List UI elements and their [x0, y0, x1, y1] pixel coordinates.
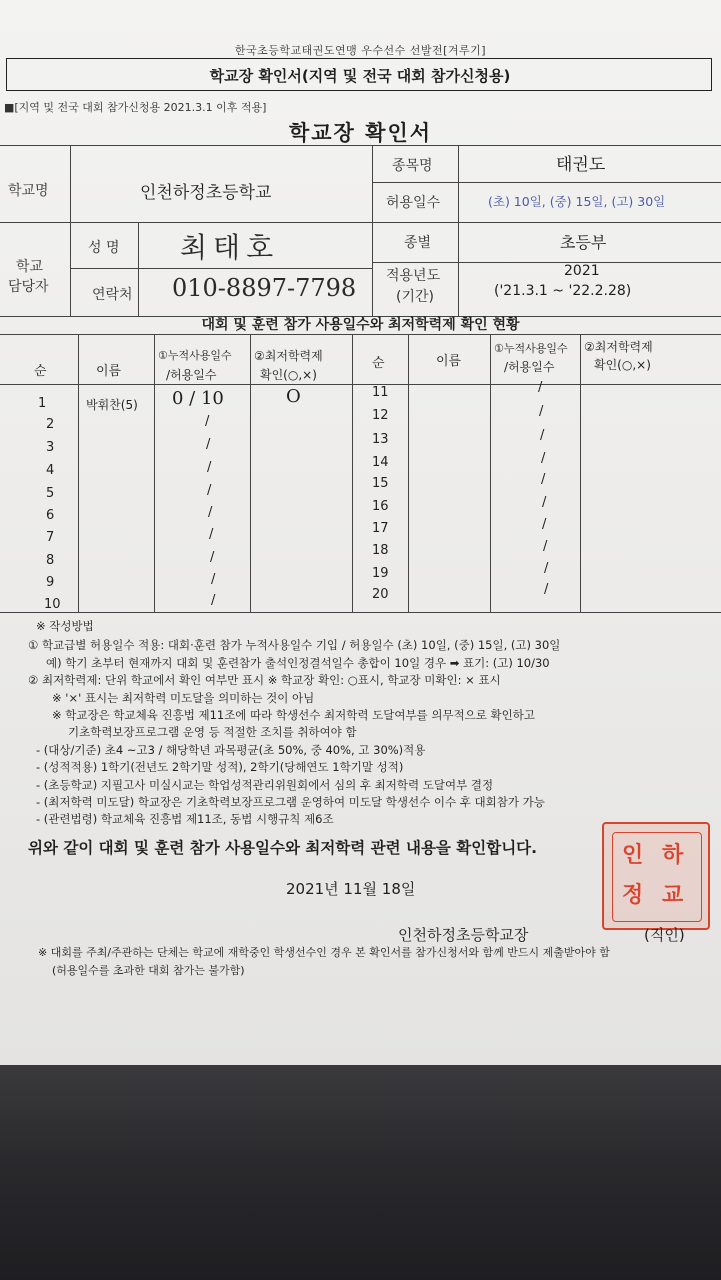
type-value: 초등부	[560, 233, 607, 252]
col-check-left-2: 확인(○,×)	[260, 368, 317, 382]
row-days: /	[543, 539, 548, 554]
col-days-right-1: ①누적사용일수	[494, 342, 568, 355]
row-no: 18	[372, 543, 389, 558]
note-1a: ① 학교급별 허용일수 적용: 대회·훈련 참가 누적사용일수 기입 / 허용일수 (초) 10일, (중) 15일, (고) 30일	[28, 638, 561, 652]
name-label: 성 명	[88, 240, 120, 256]
row-days: /	[205, 414, 210, 429]
association-line: 한국초등학교태권도연맹 우수선수 선발전[겨루기]	[234, 44, 487, 57]
staff-name-handwritten: 최태호	[180, 231, 280, 264]
dark-surface	[0, 1065, 721, 1280]
row-days: /	[540, 428, 545, 443]
row-no: 17	[372, 521, 389, 536]
allowed-days-value: (초) 10일, (중) 15일, (고) 30일	[488, 194, 666, 209]
row-no: 12	[372, 408, 389, 423]
principal-name: 인천하정초등학교장	[398, 926, 529, 944]
col-name-right: 이름	[436, 354, 462, 369]
col-check-left-1: ②최저학력제	[254, 349, 323, 363]
row-no: 20	[372, 587, 389, 602]
contact-label: 연락처	[92, 287, 133, 303]
row-no: 19	[372, 566, 389, 581]
school-label: 학교명	[8, 183, 49, 199]
row-no: 1	[38, 396, 47, 411]
table-title: 대회 및 훈련 참가 사용일수와 최저학력제 확인 현황	[201, 317, 520, 333]
banner-box	[6, 58, 712, 91]
row-days: /	[210, 550, 215, 565]
note-2: ② 최저학력제: 단위 학교에서 확인 여부만 표시 ※ 학교장 확인: ○표시, 학교장 미확인: × 표시	[28, 673, 501, 687]
row-no: 7	[46, 530, 55, 545]
col-check-right-2: 확인(○,×)	[594, 358, 651, 372]
row-check: O	[286, 386, 301, 407]
col-check-right-1: ②최저학력제	[584, 340, 653, 354]
row-days: /	[542, 495, 547, 510]
school-name: 인천하정초등학교	[140, 183, 272, 203]
staff-label-line1: 학교	[16, 259, 44, 275]
row-days: /	[208, 505, 213, 520]
col-days-left-2: /허용일수	[166, 368, 217, 382]
year-value: 2021	[564, 263, 600, 279]
row-no: 2	[46, 417, 55, 432]
banner-title: 학교장 확인서(지역 및 전국 대회 참가신청용)	[209, 67, 511, 85]
footer-line-1: ※ 대회를 주최/주관하는 단체는 학교에 재학중인 학생선수인 경우 본 확인서를 참가신청서와 함께 반드시 제출받아야 함	[38, 946, 610, 959]
row-no: 11	[372, 385, 389, 400]
row-days: /	[207, 483, 212, 498]
row-name: 박휘찬(5)	[86, 398, 138, 412]
note-4a: ※ 학교장은 학교체육 진흥법 제11조에 따라 학생선수 최저학력 도달여부를 의무적으로 확인하고	[52, 708, 535, 722]
footer-line-2: (허용일수를 초과한 대회 참가는 불가함)	[52, 964, 245, 977]
allowed-days-label: 허용일수	[386, 195, 441, 211]
row-no: 3	[46, 440, 55, 455]
row-no: 14	[372, 455, 389, 470]
row-no: 4	[46, 463, 55, 478]
document-title: 학교장 확인서	[288, 121, 433, 145]
row-days: /	[211, 572, 216, 587]
confirm-statement: 위와 같이 대회 및 훈련 참가 사용일수와 최저학력 관련 내용을 확인합니다.	[28, 839, 538, 857]
sport-label: 종목명	[392, 158, 433, 174]
row-no: 16	[372, 499, 389, 514]
row-days: /	[544, 561, 549, 576]
row-days: /	[544, 582, 549, 597]
note-7: - (초등학교) 지필고사 미실시교는 학업성적관리위원회에서 심의 후 최저학력 도달여부 결정	[36, 778, 494, 792]
row-days: 0 / 10	[172, 388, 224, 409]
note-6: - (성적적용) 1학기(전년도 2학기말 성적), 2학기(당해연도 1학기말 성적)	[36, 760, 404, 774]
row-no: 9	[46, 575, 55, 590]
year-label-line1: 적용년도	[386, 268, 441, 284]
col-no-left: 순	[34, 364, 47, 379]
note-9: - (관련법령) 학교체육 진흥법 제11조, 동법 시행규칙 제6조	[36, 812, 334, 826]
seal-mark: (직인)	[644, 926, 685, 944]
row-days: /	[207, 460, 212, 475]
row-days: /	[542, 517, 547, 532]
row-no: 8	[46, 553, 55, 568]
row-days: /	[209, 527, 214, 542]
note-1b: 예) 학기 초부터 현재까지 대회 및 훈련참가 출석인정결석일수 총합이 10일 경우 ➡ 표기: (고) 10/30	[46, 656, 550, 670]
row-days: /	[541, 451, 546, 466]
col-days-left-1: ①누적사용일수	[158, 349, 232, 362]
contact-handwritten: 010-8897-7798	[172, 274, 357, 302]
row-days: /	[541, 472, 546, 487]
row-days: /	[539, 404, 544, 419]
type-label: 종별	[404, 235, 432, 251]
row-no: 13	[372, 432, 389, 447]
note-5: - (대상/기준) 초4 ~고3 / 해당학년 과목평균(초 50%, 중 40%, 고 30%)적용	[36, 743, 426, 757]
note-3: ※ '×' 표시는 최저학력 미도달을 의미하는 것이 아님	[52, 691, 315, 705]
sport-value: 태권도	[556, 155, 606, 175]
col-days-right-2: /허용일수	[504, 360, 555, 374]
year-label-line2: (기간)	[396, 289, 434, 305]
col-name-left: 이름	[96, 364, 122, 379]
row-no: 10	[44, 597, 61, 612]
note-8: - (최저학력 미도달) 학교장은 기초학력보장프로그램 운영하여 미도달 학생선수 이수 후 대회참가 가능	[36, 795, 545, 809]
row-days: /	[538, 380, 543, 395]
row-days: /	[206, 437, 211, 452]
row-no: 15	[372, 476, 389, 491]
staff-label-line2: 담당자	[8, 279, 49, 295]
confirm-date: 2021년 11월 18일	[286, 880, 416, 898]
col-no-right: 순	[372, 356, 385, 371]
row-no: 5	[46, 486, 55, 501]
note-4b: 기초학력보장프로그램 운영 등 적절한 조치를 취하여야 함	[68, 725, 357, 739]
row-days: /	[211, 593, 216, 608]
official-seal-stamp: 인 하 정 교	[602, 822, 710, 930]
row-no: 6	[46, 508, 55, 523]
notes-heading: ※ 작성방법	[36, 619, 94, 633]
applies-note: ■[지역 및 전국 대회 참가신청용 2021.3.1 이후 적용]	[4, 101, 267, 114]
year-period: ('21.3.1 ~ '22.2.28)	[494, 283, 632, 299]
